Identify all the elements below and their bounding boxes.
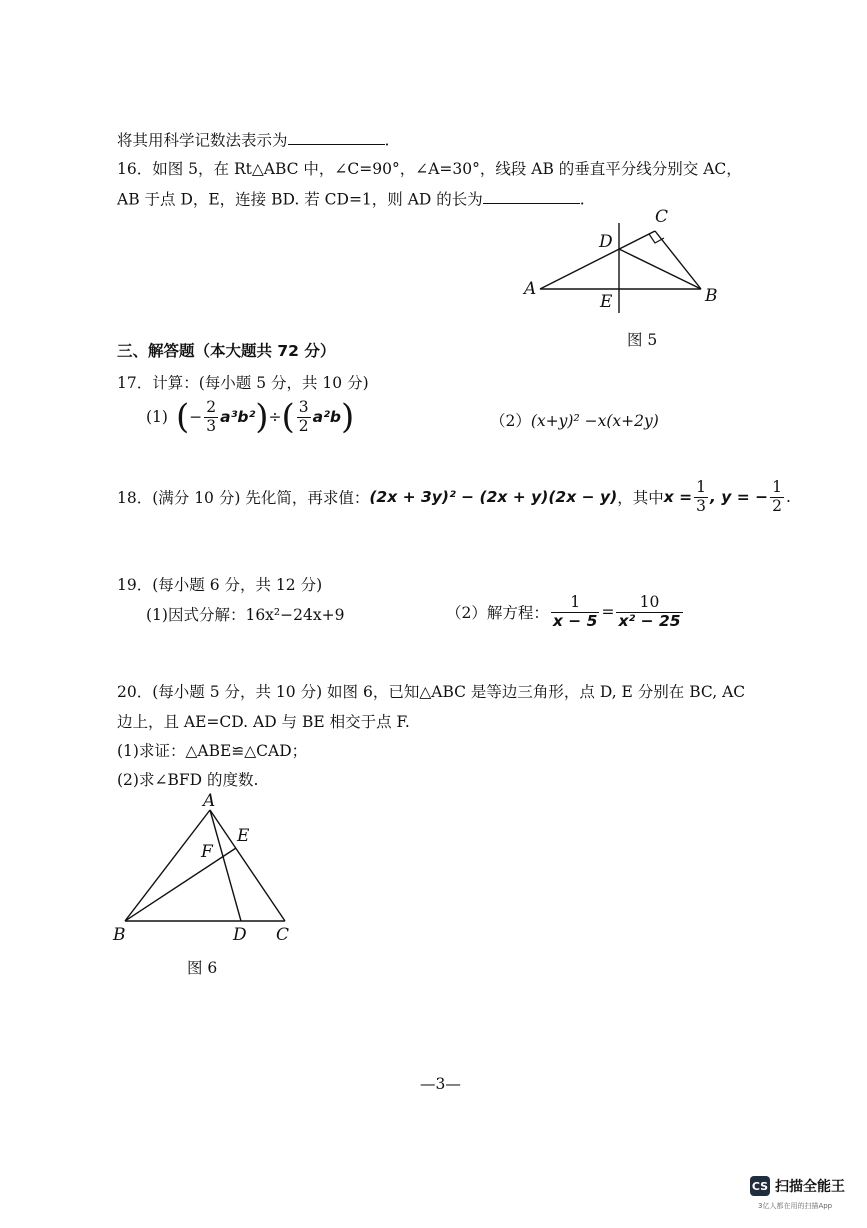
q17-divide: ÷ <box>268 408 282 427</box>
q15-end: . <box>384 131 390 150</box>
q19-rhs-frac <box>616 594 682 631</box>
figure-5-caption: 图 5 <box>627 331 658 349</box>
fig6-label-c: C <box>276 925 290 945</box>
q19-rhs-den: x² − 25 <box>618 611 681 630</box>
cs-logo-icon: CS <box>750 1176 770 1196</box>
fig5-segment-ac <box>540 231 655 289</box>
q18-y-frac <box>770 479 784 516</box>
q17-minus: − <box>189 408 203 427</box>
q16-end: . <box>579 190 585 209</box>
q16-line1: 16．如图 5，在 Rt△ABC 中，∠C=90°，∠A=30°，线段 AB 的垂直平分线分别交 AC， <box>117 160 742 178</box>
watermark-tagline: 3亿人都在用的扫描App <box>758 1202 833 1210</box>
figure-5 <box>515 205 745 315</box>
fig6-label-d: D <box>233 925 247 945</box>
q18-where: ，其中 <box>617 489 664 508</box>
q17-frac2-den: 2 <box>298 416 309 435</box>
q18-x-frac <box>694 479 708 516</box>
fig6-label-e: E <box>237 826 250 846</box>
q18-x-den: 3 <box>696 496 706 515</box>
q18 <box>117 479 791 516</box>
fig6-segment-be <box>125 848 236 921</box>
section-3-title: 三、解答题（本大题共 72 分） <box>117 342 336 360</box>
fig5-segment-bd <box>619 249 701 289</box>
q17-p2-label: （2） <box>490 412 531 430</box>
q17-part1 <box>146 399 354 436</box>
fig5-label-c: C <box>655 207 669 227</box>
q18-end: . <box>786 488 791 507</box>
fig5-label-b: B <box>705 286 718 306</box>
fig5-label-d: D <box>599 232 613 252</box>
q18-x-num: 1 <box>696 478 706 496</box>
q19-lhs-frac <box>551 594 600 631</box>
fig6-label-b: B <box>113 925 126 945</box>
q17-paren-close-1: ) <box>255 397 269 438</box>
q20-line1: 20．(每小题 5 分，共 10 分) 如图 6，已知△ABC 是等边三角形，点 D, E 分别在 BC, AC <box>117 683 746 701</box>
scanner-watermark <box>750 1176 845 1196</box>
q18-y-eq: , y = − <box>709 488 769 507</box>
q18-expression: (2x + 3y)² − (2x + y)(2x − y) <box>369 488 618 507</box>
q19-part1: (1)因式分解：16x²−24x+9 <box>146 606 345 624</box>
q16-answer-blank[interactable] <box>483 187 580 204</box>
q17-paren-open-2: ( <box>281 397 295 438</box>
q19-part2 <box>446 594 685 631</box>
q17-part2 <box>490 409 659 431</box>
q20-part2: (2)求∠BFD 的度数. <box>117 771 259 789</box>
watermark-brand: 扫描全能王 <box>775 1179 845 1195</box>
q20-line2: 边上，且 AE=CD. AD 与 BE 相交于点 F. <box>117 713 410 731</box>
q19-equals: = <box>601 603 615 622</box>
fig5-label-e: E <box>600 292 613 312</box>
q17-term2: a²b <box>312 408 341 427</box>
q17-p2-expr: (x+y)² −x(x+2y) <box>530 412 659 430</box>
q17-frac1-den: 3 <box>206 416 217 435</box>
q15-answer-blank[interactable] <box>288 128 385 145</box>
q18-y-den: 2 <box>772 496 782 515</box>
q17-paren-open-1: ( <box>175 397 190 438</box>
q17-frac1-num: 2 <box>206 398 217 416</box>
fig6-label-f: F <box>201 842 213 862</box>
q18-y-num: 1 <box>772 478 782 496</box>
q19-rhs-num: 10 <box>616 594 682 613</box>
q19-lhs-num: 1 <box>551 594 600 613</box>
q19-head: 19．(每小题 6 分，共 12 分) <box>117 576 323 594</box>
q15-text: 将其用科学记数法表示为 <box>117 131 288 150</box>
q18-head: 18．(满分 10 分) 先化简，再求值： <box>117 489 370 508</box>
fig6-segment-ab <box>125 810 210 921</box>
figure-6 <box>105 788 305 948</box>
q15-tail <box>117 128 389 150</box>
q19-p2-label: （2）解方程： <box>446 604 549 623</box>
q17-term1: a³b² <box>220 408 256 427</box>
q17-head: 17．计算：(每小题 5 分，共 10 分) <box>117 374 369 392</box>
fig6-label-a: A <box>203 791 216 811</box>
q19-lhs-den: x − 5 <box>552 611 598 630</box>
figure-6-caption: 图 6 <box>187 959 218 977</box>
q17-frac-1 <box>204 399 218 436</box>
fig5-label-a: A <box>524 279 537 299</box>
q17-frac-2 <box>297 399 311 436</box>
page-number: —3— <box>420 1075 461 1093</box>
q16-line2-text: AB 于点 D，E，连接 BD. 若 CD=1，则 AD 的长为 <box>117 190 483 209</box>
q18-x-eq: x = <box>663 488 693 507</box>
q17-frac2-num: 3 <box>298 398 309 416</box>
q20-part1: (1)求证：△ABE≌△CAD； <box>117 742 308 760</box>
q17-paren-close-2: ) <box>341 397 355 438</box>
q17-p1-label: (1) <box>146 408 168 427</box>
